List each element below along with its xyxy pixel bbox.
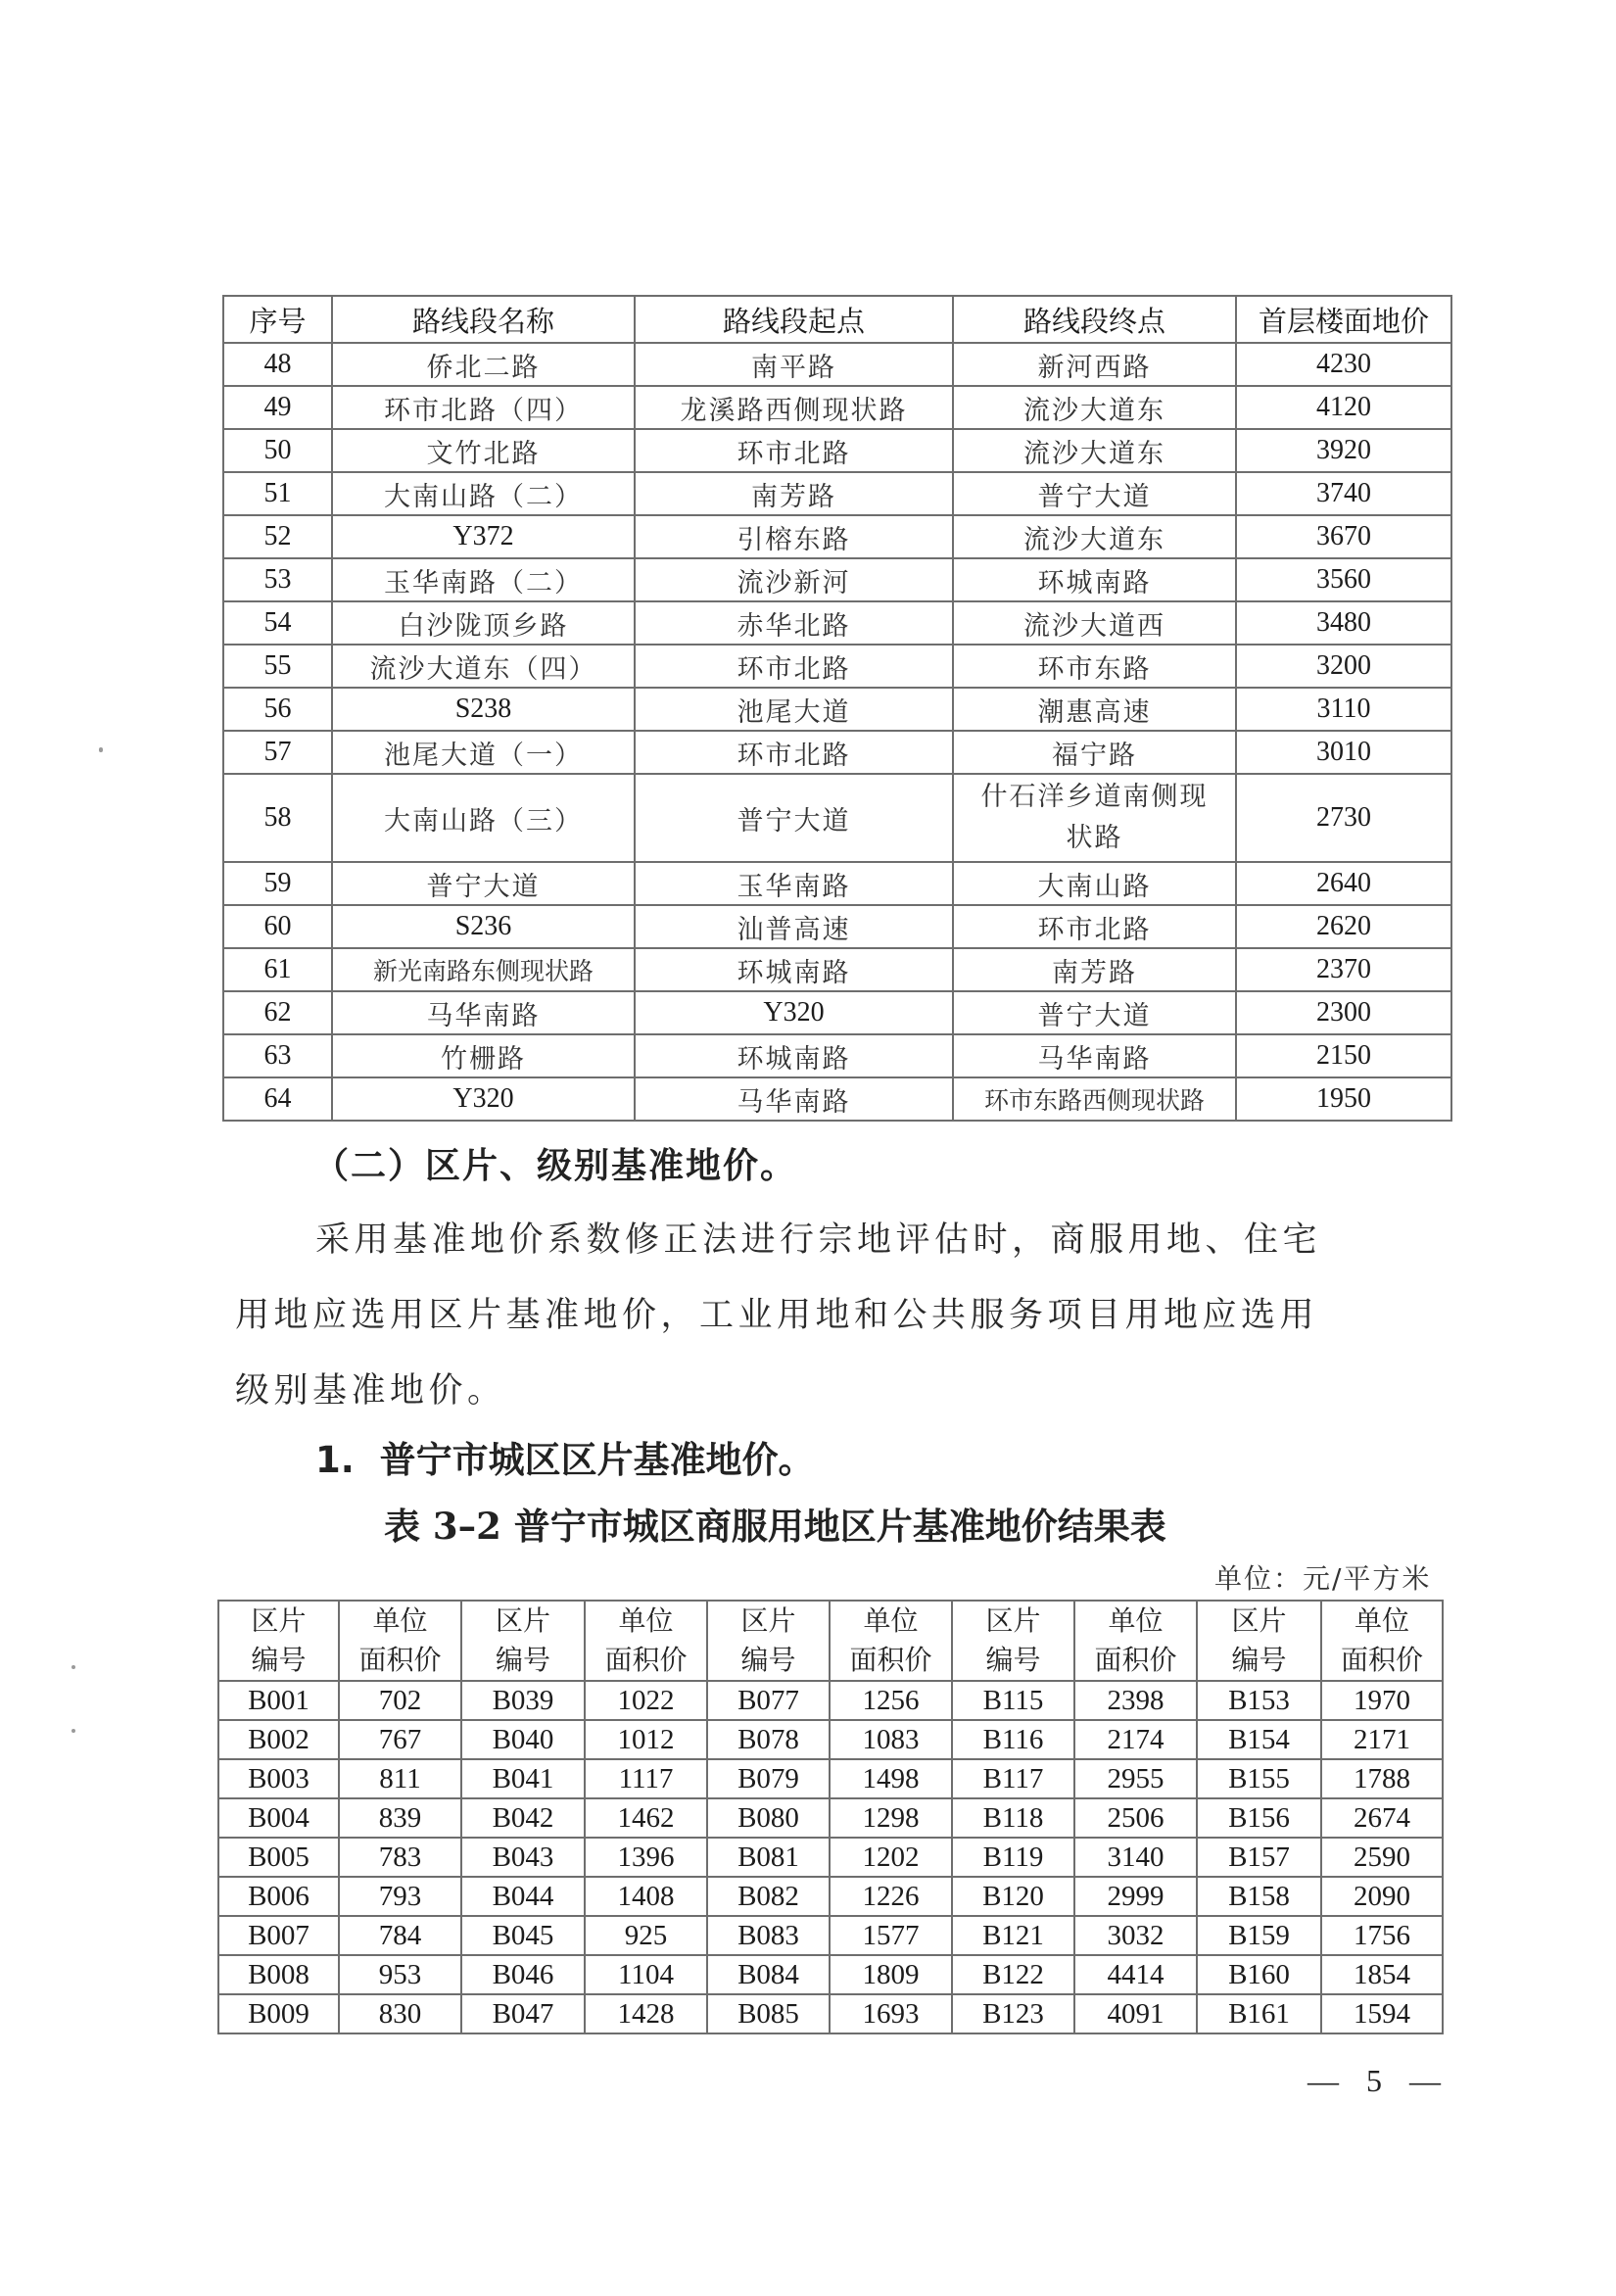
table-row xyxy=(223,645,1451,688)
segment-name: 新光南路东侧现状路 xyxy=(332,948,635,991)
row-index: 64 xyxy=(223,1077,332,1121)
table-header-row xyxy=(218,1641,1443,1681)
table-row xyxy=(218,1681,1443,1720)
start-point: 玉华南路 xyxy=(635,862,953,905)
page-number: — 5 — xyxy=(1307,2063,1450,2098)
unit-price: 1256 xyxy=(830,1681,952,1720)
segment-name: 流沙大道东（四） xyxy=(332,645,635,688)
segment-name: 大南山路（二） xyxy=(332,472,635,515)
zone-id: B153 xyxy=(1197,1681,1321,1720)
segment-name: 玉华南路（二） xyxy=(332,558,635,601)
end-point: 流沙大道东 xyxy=(953,429,1236,472)
zone-id: B120 xyxy=(952,1877,1074,1916)
table-row xyxy=(223,1077,1451,1121)
ground-floor-price: 2640 xyxy=(1236,862,1451,905)
zone-id: B121 xyxy=(952,1916,1074,1955)
zone-id: B001 xyxy=(218,1681,339,1720)
header-zone-id-sub: 编号 xyxy=(952,1641,1074,1681)
segment-name: Y320 xyxy=(332,1077,635,1121)
unit-price: 2590 xyxy=(1321,1838,1443,1877)
table-row xyxy=(218,1916,1443,1955)
end-point: 潮惠高速 xyxy=(953,688,1236,731)
start-point: 环城南路 xyxy=(635,948,953,991)
header-unit-price-sub: 面积价 xyxy=(339,1641,461,1681)
ground-floor-price: 3920 xyxy=(1236,429,1451,472)
unit-price: 925 xyxy=(585,1916,707,1955)
row-index: 48 xyxy=(223,343,332,386)
unit-price: 1854 xyxy=(1321,1955,1443,1994)
table-header-row xyxy=(218,1601,1443,1641)
zone-id: B041 xyxy=(461,1759,585,1798)
paragraph-line: 级别基准地价。 xyxy=(235,1371,506,1411)
start-point: 龙溪路西侧现状路 xyxy=(635,386,953,429)
zone-id: B156 xyxy=(1197,1798,1321,1838)
header-unit-price: 单位 xyxy=(1074,1601,1197,1641)
unit-price: 1202 xyxy=(830,1838,952,1877)
unit-price: 1594 xyxy=(1321,1994,1443,2033)
start-point: 南芳路 xyxy=(635,472,953,515)
row-index: 56 xyxy=(223,688,332,731)
zone-id: B160 xyxy=(1197,1955,1321,1994)
unit-price: 3032 xyxy=(1074,1916,1197,1955)
unit-price: 839 xyxy=(339,1798,461,1838)
end-point: 大南山路 xyxy=(953,862,1236,905)
row-index: 57 xyxy=(223,731,332,774)
ground-floor-price: 2730 xyxy=(1236,774,1451,862)
table-row xyxy=(223,991,1451,1034)
unit-price: 1022 xyxy=(585,1681,707,1720)
row-index: 55 xyxy=(223,645,332,688)
section-heading: （二）区片、级别基准地价。 xyxy=(313,1146,798,1186)
ground-floor-price: 3110 xyxy=(1236,688,1451,731)
row-index: 62 xyxy=(223,991,332,1034)
segment-name: S236 xyxy=(332,905,635,948)
ground-floor-price: 2300 xyxy=(1236,991,1451,1034)
header-ground-floor-price: 首层楼面地价 xyxy=(1236,296,1451,343)
unit-price: 1809 xyxy=(830,1955,952,1994)
ground-floor-price: 3010 xyxy=(1236,731,1451,774)
end-point: 流沙大道东 xyxy=(953,386,1236,429)
start-point: 南平路 xyxy=(635,343,953,386)
table-row xyxy=(218,1955,1443,1994)
road-segment-price-table xyxy=(222,295,1452,1122)
table-row xyxy=(223,515,1451,558)
zone-id: B116 xyxy=(952,1720,1074,1759)
table-row xyxy=(223,774,1451,862)
end-point: 环城南路 xyxy=(953,558,1236,601)
zone-id: B047 xyxy=(461,1994,585,2033)
zone-id: B009 xyxy=(218,1994,339,2033)
segment-name: 普宁大道 xyxy=(332,862,635,905)
zone-id: B043 xyxy=(461,1838,585,1877)
zone-id: B159 xyxy=(1197,1916,1321,1955)
table-row xyxy=(223,1034,1451,1077)
unit-price: 1788 xyxy=(1321,1759,1443,1798)
end-point: 马华南路 xyxy=(953,1034,1236,1077)
header-unit-price-sub: 面积价 xyxy=(1321,1641,1443,1681)
row-index: 60 xyxy=(223,905,332,948)
header-unit-price: 单位 xyxy=(339,1601,461,1641)
unit-price: 1756 xyxy=(1321,1916,1443,1955)
unit-price: 793 xyxy=(339,1877,461,1916)
ground-floor-price: 4230 xyxy=(1236,343,1451,386)
start-point: 流沙新河 xyxy=(635,558,953,601)
ground-floor-price: 3740 xyxy=(1236,472,1451,515)
end-point: 流沙大道西 xyxy=(953,601,1236,645)
scan-speck xyxy=(71,1665,75,1669)
scan-speck xyxy=(99,747,103,752)
ground-floor-price: 2370 xyxy=(1236,948,1451,991)
unit-price: 1396 xyxy=(585,1838,707,1877)
start-point: 环市北路 xyxy=(635,645,953,688)
commercial-zone-price-table xyxy=(217,1600,1444,2034)
unit-price: 767 xyxy=(339,1720,461,1759)
row-index: 61 xyxy=(223,948,332,991)
header-zone-id: 区片 xyxy=(461,1601,585,1641)
zone-id: B042 xyxy=(461,1798,585,1838)
zone-id: B044 xyxy=(461,1877,585,1916)
header-unit-price-sub: 面积价 xyxy=(830,1641,952,1681)
table-row xyxy=(223,558,1451,601)
start-point: 赤华北路 xyxy=(635,601,953,645)
ground-floor-price: 2150 xyxy=(1236,1034,1451,1077)
table-row xyxy=(223,386,1451,429)
end-point: 环市东路 xyxy=(953,645,1236,688)
header-zone-id-sub: 编号 xyxy=(1197,1641,1321,1681)
table-row xyxy=(223,731,1451,774)
unit-price: 1970 xyxy=(1321,1681,1443,1720)
zone-id: B004 xyxy=(218,1798,339,1838)
row-index: 49 xyxy=(223,386,332,429)
zone-id: B157 xyxy=(1197,1838,1321,1877)
zone-id: B081 xyxy=(707,1838,830,1877)
zone-id: B154 xyxy=(1197,1720,1321,1759)
header-start-point: 路线段起点 xyxy=(635,296,953,343)
zone-id: B079 xyxy=(707,1759,830,1798)
row-index: 52 xyxy=(223,515,332,558)
end-point: 普宁大道 xyxy=(953,991,1236,1034)
header-index: 序号 xyxy=(223,296,332,343)
end-point: 普宁大道 xyxy=(953,472,1236,515)
end-point: 什石洋乡道南侧现状路 xyxy=(953,774,1236,862)
zone-id: B002 xyxy=(218,1720,339,1759)
unit-price: 783 xyxy=(339,1838,461,1877)
zone-id: B123 xyxy=(952,1994,1074,2033)
unit-price: 2174 xyxy=(1074,1720,1197,1759)
zone-id: B118 xyxy=(952,1798,1074,1838)
unit-price: 1577 xyxy=(830,1916,952,1955)
end-point: 南芳路 xyxy=(953,948,1236,991)
segment-name: 池尾大道（一） xyxy=(332,731,635,774)
row-index: 63 xyxy=(223,1034,332,1077)
header-zone-id-sub: 编号 xyxy=(707,1641,830,1681)
zone-id: B080 xyxy=(707,1798,830,1838)
unit-price: 1083 xyxy=(830,1720,952,1759)
header-unit-price-sub: 面积价 xyxy=(1074,1641,1197,1681)
header-zone-id-sub: 编号 xyxy=(461,1641,585,1681)
unit-price: 1298 xyxy=(830,1798,952,1838)
zone-id: B084 xyxy=(707,1955,830,1994)
table-row xyxy=(218,1720,1443,1759)
zone-id: B005 xyxy=(218,1838,339,1877)
table-title: 表 3–2 普宁市城区商服用地区片基准地价结果表 xyxy=(384,1505,1166,1548)
zone-id: B045 xyxy=(461,1916,585,1955)
unit-price: 953 xyxy=(339,1955,461,1994)
table-header-row xyxy=(223,296,1451,343)
table-row xyxy=(223,905,1451,948)
row-index: 59 xyxy=(223,862,332,905)
unit-price: 1104 xyxy=(585,1955,707,1994)
segment-name: Y372 xyxy=(332,515,635,558)
segment-name: S238 xyxy=(332,688,635,731)
table-row xyxy=(223,472,1451,515)
table-row xyxy=(218,1759,1443,1798)
unit-price: 2506 xyxy=(1074,1798,1197,1838)
unit-price: 2090 xyxy=(1321,1877,1443,1916)
start-point: 引榕东路 xyxy=(635,515,953,558)
start-point: 普宁大道 xyxy=(635,774,953,862)
paragraph-line: 用地应选用区片基准地价，工业用地和公共服务项目用地应选用 xyxy=(235,1296,1319,1335)
zone-id: B006 xyxy=(218,1877,339,1916)
end-point: 环市北路 xyxy=(953,905,1236,948)
zone-id: B085 xyxy=(707,1994,830,2033)
zone-id: B077 xyxy=(707,1681,830,1720)
start-point: 环市北路 xyxy=(635,731,953,774)
table-row xyxy=(223,343,1451,386)
table-row xyxy=(223,429,1451,472)
ground-floor-price: 3560 xyxy=(1236,558,1451,601)
zone-id: B008 xyxy=(218,1955,339,1994)
header-unit-price: 单位 xyxy=(585,1601,707,1641)
unit-price: 1012 xyxy=(585,1720,707,1759)
table-row xyxy=(218,1838,1443,1877)
zone-id: B115 xyxy=(952,1681,1074,1720)
unit-price: 2171 xyxy=(1321,1720,1443,1759)
segment-name: 文竹北路 xyxy=(332,429,635,472)
unit-price: 2999 xyxy=(1074,1877,1197,1916)
zone-id: B040 xyxy=(461,1720,585,1759)
row-index: 50 xyxy=(223,429,332,472)
unit-price: 830 xyxy=(339,1994,461,2033)
row-index: 53 xyxy=(223,558,332,601)
segment-name: 侨北二路 xyxy=(332,343,635,386)
header-unit-price: 单位 xyxy=(1321,1601,1443,1641)
unit-price: 1117 xyxy=(585,1759,707,1798)
unit-price: 4414 xyxy=(1074,1955,1197,1994)
unit-price: 1498 xyxy=(830,1759,952,1798)
paragraph-line: 采用基准地价系数修正法进行宗地评估时，商服用地、住宅 xyxy=(315,1220,1322,1260)
unit-price: 811 xyxy=(339,1759,461,1798)
zone-id: B078 xyxy=(707,1720,830,1759)
unit-price: 2674 xyxy=(1321,1798,1443,1838)
segment-name: 竹栅路 xyxy=(332,1034,635,1077)
segment-name: 环市北路（四） xyxy=(332,386,635,429)
ground-floor-price: 4120 xyxy=(1236,386,1451,429)
unit-price: 2955 xyxy=(1074,1759,1197,1798)
start-point: 汕普高速 xyxy=(635,905,953,948)
unit-price: 4091 xyxy=(1074,1994,1197,2033)
table-row xyxy=(223,601,1451,645)
ground-floor-price: 2620 xyxy=(1236,905,1451,948)
unit-price: 3140 xyxy=(1074,1838,1197,1877)
end-point: 福宁路 xyxy=(953,731,1236,774)
table-row xyxy=(223,948,1451,991)
header-zone-id: 区片 xyxy=(952,1601,1074,1641)
table-row xyxy=(218,1994,1443,2033)
table-row xyxy=(218,1877,1443,1916)
subsection-heading: 1. 普宁市城区区片基准地价。 xyxy=(315,1439,815,1481)
ground-floor-price: 3670 xyxy=(1236,515,1451,558)
header-unit-price: 单位 xyxy=(830,1601,952,1641)
zone-id: B046 xyxy=(461,1955,585,1994)
header-zone-id-sub: 编号 xyxy=(218,1641,339,1681)
header-zone-id: 区片 xyxy=(218,1601,339,1641)
zone-id: B161 xyxy=(1197,1994,1321,2033)
segment-name: 白沙陇顶乡路 xyxy=(332,601,635,645)
segment-name: 大南山路（三） xyxy=(332,774,635,862)
table-row xyxy=(223,862,1451,905)
row-index: 58 xyxy=(223,774,332,862)
start-point: Y320 xyxy=(635,991,953,1034)
unit-price: 1408 xyxy=(585,1877,707,1916)
start-point: 环市北路 xyxy=(635,429,953,472)
zone-id: B003 xyxy=(218,1759,339,1798)
unit-price: 1226 xyxy=(830,1877,952,1916)
unit-price: 1428 xyxy=(585,1994,707,2033)
end-point: 环市东路西侧现状路 xyxy=(953,1077,1236,1121)
start-point: 池尾大道 xyxy=(635,688,953,731)
zone-id: B117 xyxy=(952,1759,1074,1798)
zone-id: B007 xyxy=(218,1916,339,1955)
end-point: 流沙大道东 xyxy=(953,515,1236,558)
unit-price: 2398 xyxy=(1074,1681,1197,1720)
header-segment-name: 路线段名称 xyxy=(332,296,635,343)
zone-id: B158 xyxy=(1197,1877,1321,1916)
unit-price: 1693 xyxy=(830,1994,952,2033)
row-index: 54 xyxy=(223,601,332,645)
scan-speck xyxy=(71,1729,75,1733)
start-point: 马华南路 xyxy=(635,1077,953,1121)
zone-id: B039 xyxy=(461,1681,585,1720)
zone-id: B082 xyxy=(707,1877,830,1916)
ground-floor-price: 1950 xyxy=(1236,1077,1451,1121)
zone-id: B083 xyxy=(707,1916,830,1955)
end-point: 新河西路 xyxy=(953,343,1236,386)
zone-id: B155 xyxy=(1197,1759,1321,1798)
zone-id: B119 xyxy=(952,1838,1074,1877)
table-row xyxy=(223,688,1451,731)
unit-price: 702 xyxy=(339,1681,461,1720)
zone-id: B122 xyxy=(952,1955,1074,1994)
header-end-point: 路线段终点 xyxy=(953,296,1236,343)
unit-label: 单位：元/平方米 xyxy=(1214,1562,1432,1595)
start-point: 环城南路 xyxy=(635,1034,953,1077)
header-unit-price-sub: 面积价 xyxy=(585,1641,707,1681)
unit-price: 1462 xyxy=(585,1798,707,1838)
table-row xyxy=(218,1798,1443,1838)
segment-name: 马华南路 xyxy=(332,991,635,1034)
unit-price: 784 xyxy=(339,1916,461,1955)
row-index: 51 xyxy=(223,472,332,515)
header-zone-id: 区片 xyxy=(707,1601,830,1641)
ground-floor-price: 3200 xyxy=(1236,645,1451,688)
header-zone-id: 区片 xyxy=(1197,1601,1321,1641)
ground-floor-price: 3480 xyxy=(1236,601,1451,645)
